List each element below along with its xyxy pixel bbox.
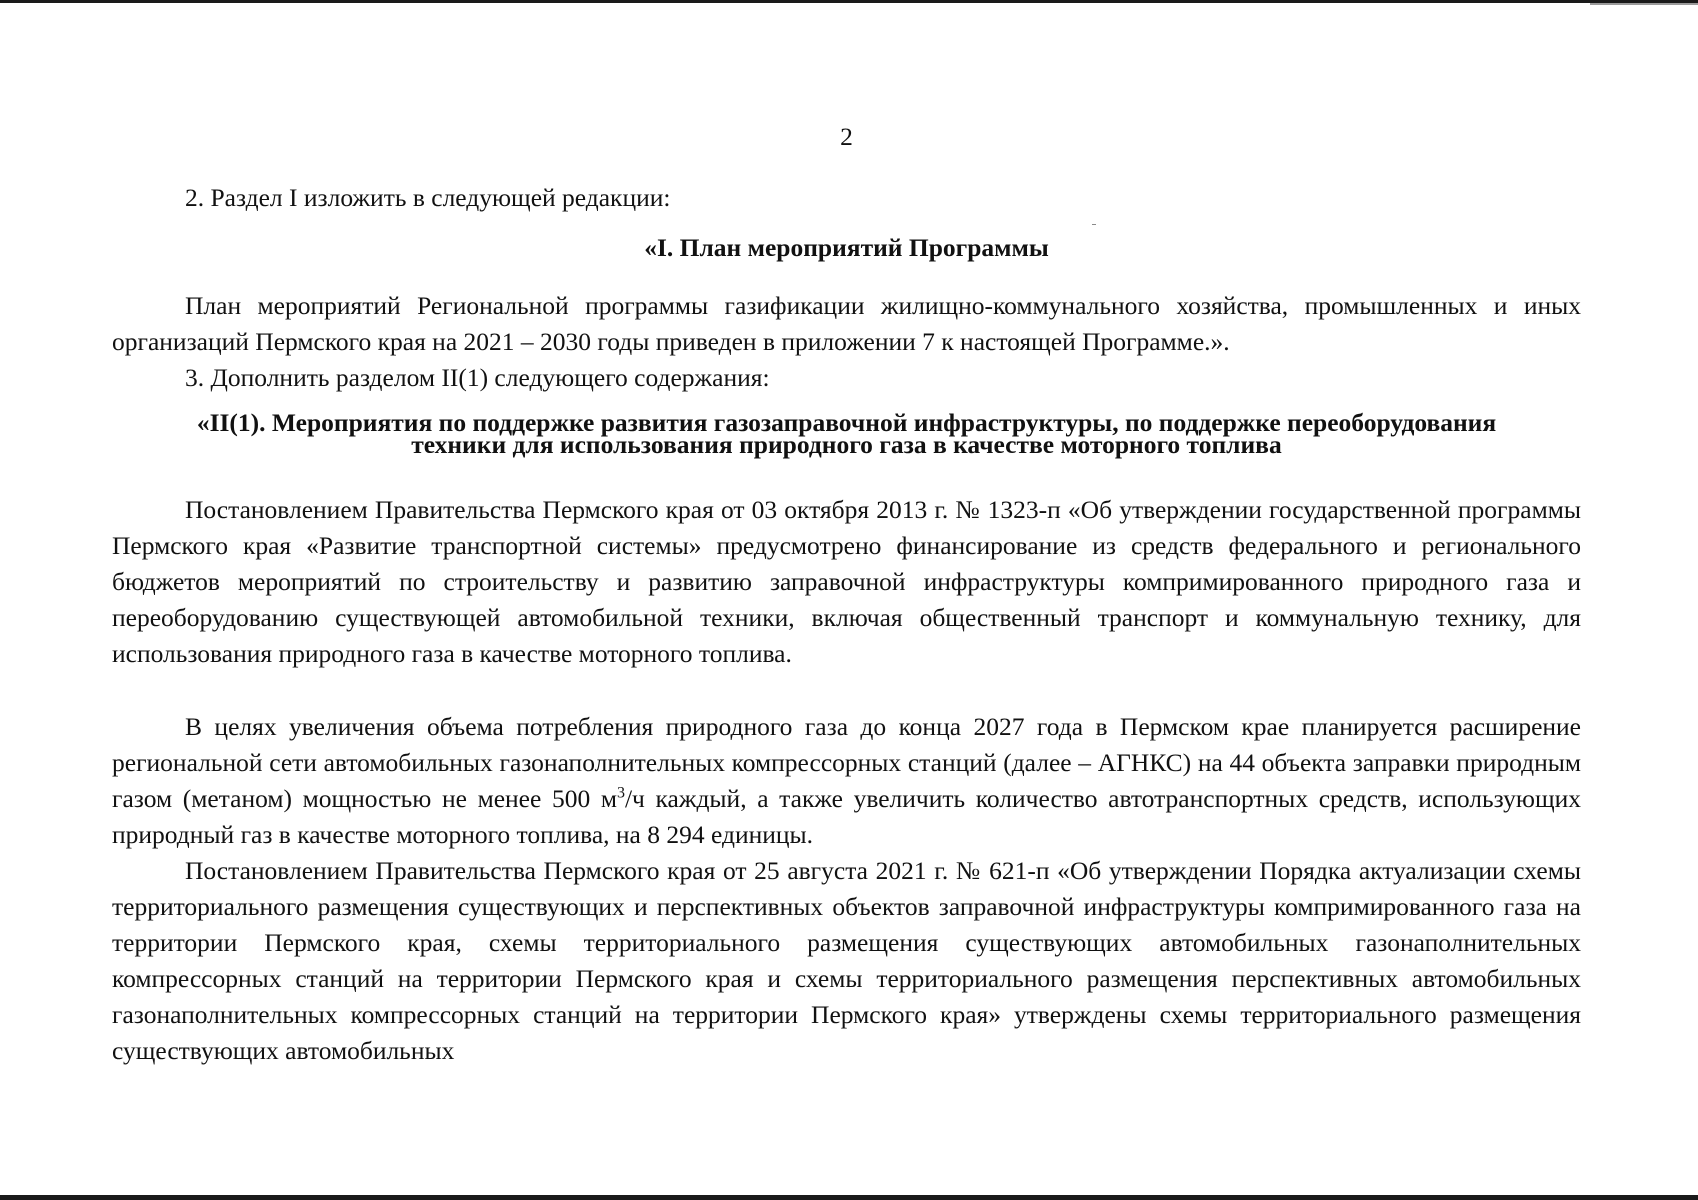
goals-text-after: /ч каждый, а также увеличить количество автотранспортных средств, использующих природный газ в качестве моторного топлива, на 8 294 единицы.	[112, 784, 1581, 849]
resolution-621-paragraph: Постановлением Правительства Пермского края от 25 августа 2021 г. № 621-п «Об утверждении Порядка актуализации схемы территориального размещения существующих и перспективных объектов заправочной инфраструктуры компримированного газа на территории Пермского края, схемы территориального размещения существующих автомобильных газонаполнительных компрессорных станций на территории Пермского края и схемы территориального размещения перспективных автомобильных газонаполнительных компрессорных станций на территории Пермского края» утверждены схемы территориального размещения существующих автомобильных	[112, 856, 1581, 1065]
item-3-paragraph: 3. Дополнить разделом II(1) следующего содержания:	[185, 363, 770, 392]
scan-bottom-border	[0, 1195, 1698, 1200]
section-2-1-heading-line-2: техники для использования природного газа в качестве моторного топлива	[411, 430, 1282, 459]
page-number: 2	[840, 122, 853, 151]
goals-text-before: В целях увеличения объема потребления природного газа до конца 2027 года в Пермском крае планируется расширение региональной сети автомобильных газонаполнительных компрессорных станций (далее – АГНКС) на 44 объекта заправки природным газом (метаном) мощностью не менее 500 м	[112, 712, 1581, 813]
section-2-1-heading-line-1: «II(1). Мероприятия по поддержке развития газозаправочной инфраструктуры, по поддержке переоборудования	[196, 408, 1497, 437]
section-1-heading: «I. План мероприятий Программы	[644, 233, 1049, 262]
goals-paragraph	[112, 709, 1581, 853]
scan-top-border	[0, 0, 1698, 3]
scan-top-border-fade	[1590, 3, 1698, 5]
plan-paragraph: План мероприятий Региональной программы газификации жилищно-коммунального хозяйства, промышленных и иных организаций Пермского края на 2021 – 2030 годы приведен в приложении 7 к настоящей Программе.».	[112, 291, 1581, 356]
item-2-paragraph: 2. Раздел I изложить в следующей редакции:	[185, 183, 671, 212]
cubic-superscript: 3	[616, 784, 625, 802]
scan-speck	[1092, 224, 1096, 225]
resolution-1323-paragraph: Постановлением Правительства Пермского края от 03 октября 2013 г. № 1323-п «Об утверждении государственной программы Пермского края «Развитие транспортной системы» предусмотрено финансирование из средств федерального и регионального бюджетов мероприятий по строительству и развитию заправочной инфраструктуры компримированного природного газа и переоборудованию существующей автомобильной техники, включая общественный транспорт и коммунальную технику, для использования природного газа в качестве моторного топлива.	[112, 495, 1581, 668]
section-2-1-heading	[112, 408, 1581, 459]
